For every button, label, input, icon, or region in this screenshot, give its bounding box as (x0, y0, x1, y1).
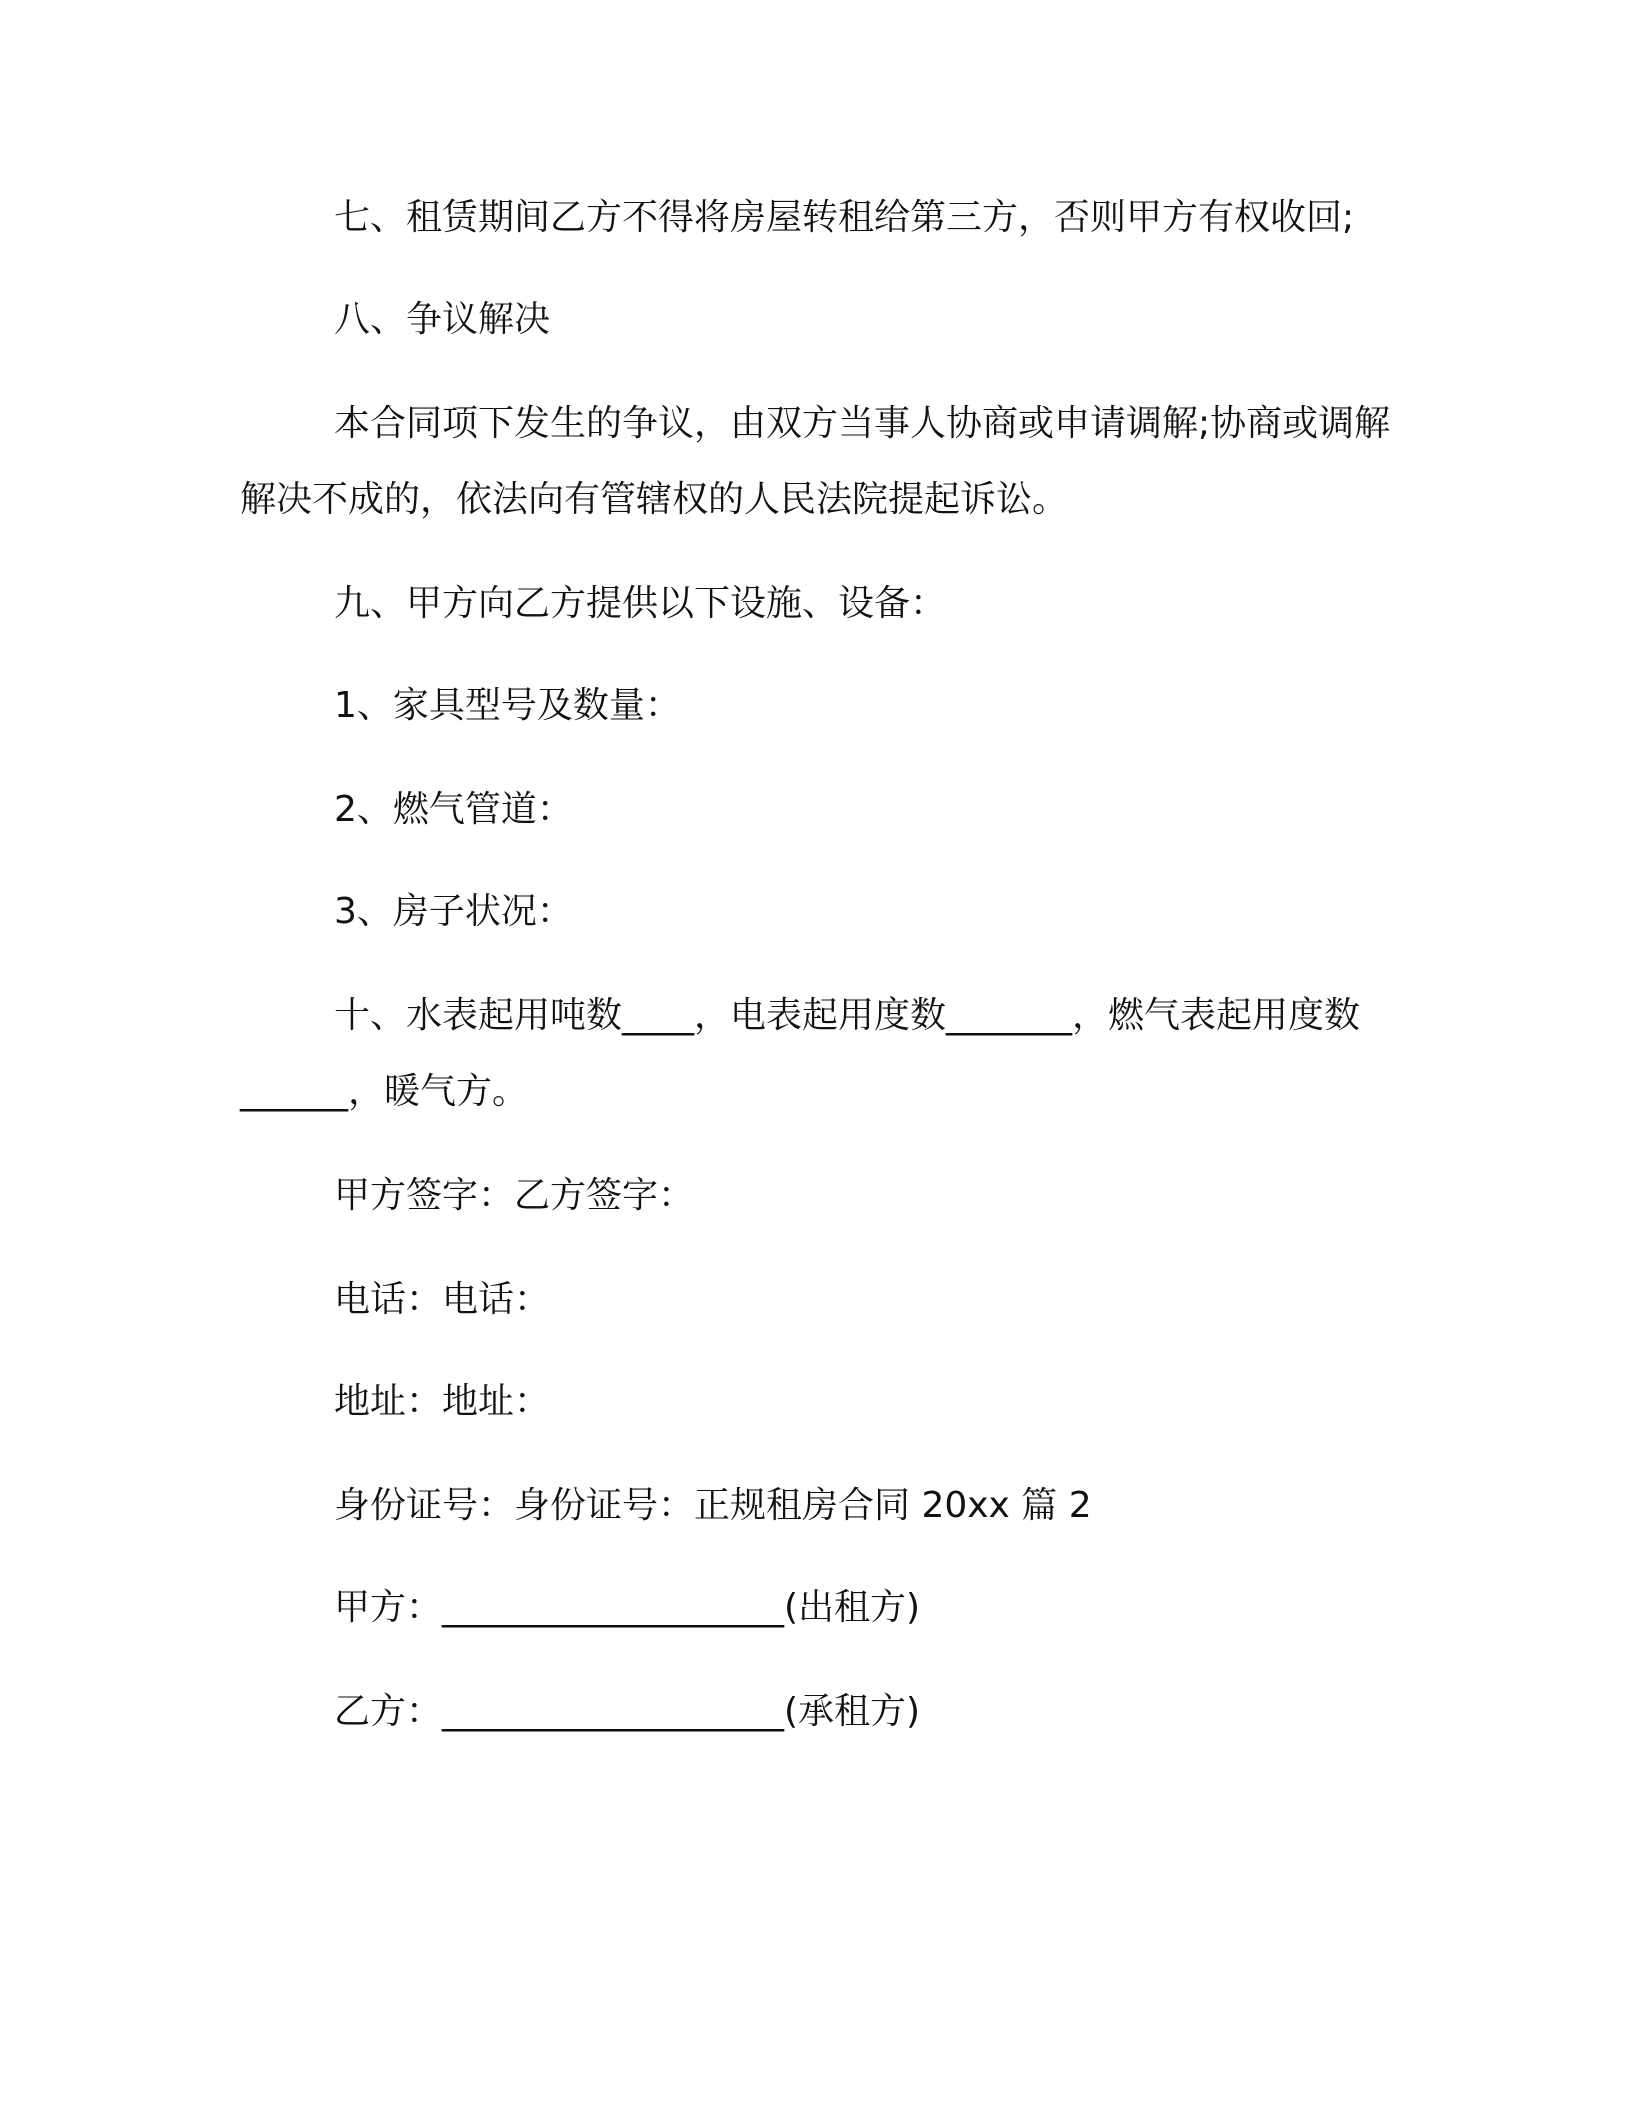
address-line: 地址：地址： (334, 1381, 551, 1422)
furniture-item: 1、家具型号及数量： (334, 685, 681, 726)
meter-readings-paragraph: 十、水表起用吨数____，电表起用度数_______，燃气表起用度数______，暖气方。 (240, 995, 1361, 1112)
dispute-resolution-paragraph: 本合同项下发生的争议，由双方当事人协商或申请调解;协商或调解解决不成的，依法向有管辖权的人民法院提起诉讼。 (240, 403, 1391, 520)
clause-nine-heading: 九、甲方向乙方提供以下设施、设备： (334, 583, 947, 624)
clause-seven: 七、租赁期间乙方不得将房屋转租给第三方，否则甲方有权收回; (334, 197, 1355, 238)
clause-eight-heading: 八、争议解决 (334, 299, 551, 340)
phone-line: 电话：电话： (334, 1279, 551, 1320)
signature-line: 甲方签字：乙方签字： (334, 1175, 695, 1216)
lessor-line: 甲方：___________________(出租方) (334, 1587, 921, 1628)
id-number-line: 身份证号：身份证号：正规租房合同 20xx 篇 2 (334, 1485, 1092, 1526)
lessee-line: 乙方：___________________(承租方) (334, 1691, 921, 1732)
house-condition-item: 3、房子状况： (334, 891, 573, 932)
gas-pipeline-item: 2、燃气管道： (334, 789, 573, 830)
